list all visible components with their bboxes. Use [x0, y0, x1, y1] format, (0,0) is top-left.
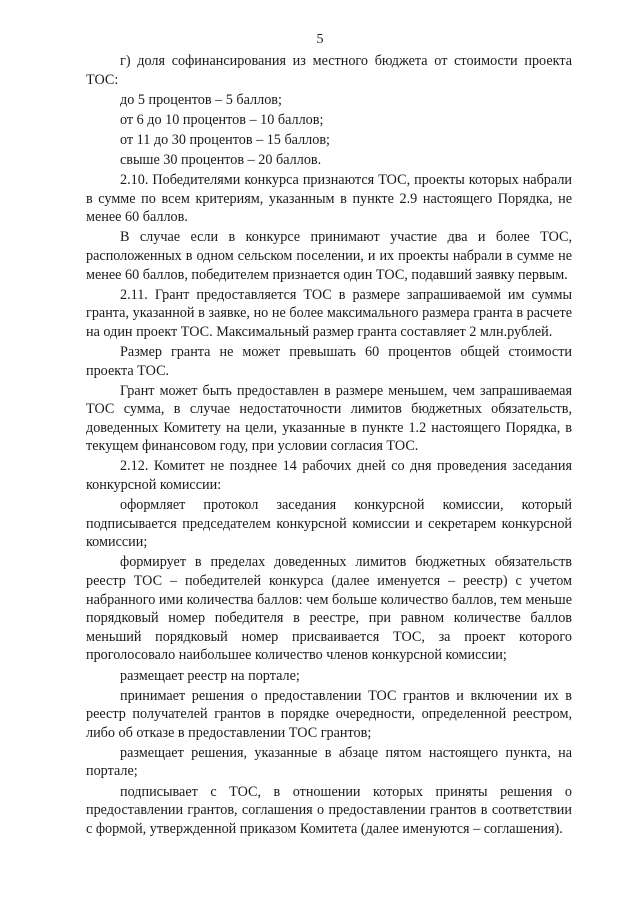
- paragraph: Грант может быть предоставлен в размере меньшем, чем запрашиваемая ТОС сумма, в случае недостаточности лимитов бюджетных обязательств, доведенных Комитету на цели, указанные в пункте 1.2 настоящего Порядка, в текущем финансовом году, при условии согласия ТОС.: [86, 382, 572, 455]
- paragraph: оформляет протокол заседания конкурсной комиссии, который подписывается председателем конкурсной комиссии и секретарем конкурсной комиссии;: [86, 497, 572, 551]
- score-item: свыше 30 процентов – 20 баллов.: [120, 151, 322, 168]
- paragraph: размещает реестр на портале;: [120, 667, 300, 684]
- score-item: до 5 процентов – 5 баллов;: [120, 91, 282, 108]
- paragraph: В случае если в конкурсе принимают участие два и более ТОС, расположенных в одном сельском поселении, и их проекты набрали в сумме не менее 60 баллов, победителем признается один ТОС, подавший заявку первым.: [86, 229, 572, 283]
- score-item: от 11 до 30 процентов – 15 баллов;: [120, 131, 330, 148]
- score-item: от 6 до 10 процентов – 10 баллов;: [120, 111, 324, 128]
- paragraph: подписывает с ТОС, в отношении которых приняты решения о предоставлении грантов, соглашения о предоставлении грантов в соответствии с формой, утвержденной приказом Комитета (далее именуются – соглашения).: [86, 783, 572, 837]
- page-number: 5: [316, 32, 324, 47]
- criterion-cofinancing: г) доля софинансирования из местного бюджета от стоимости проекта ТОС:: [86, 53, 572, 88]
- paragraph: принимает решения о предоставлении ТОС грантов и включении их в реестр получателей грантов в порядке очередности, определенной реестром, либо об отказе в предоставлении ТОС грантов;: [86, 687, 572, 741]
- document-body: [86, 52, 572, 840]
- clause-2-11: 2.11. Грант предоставляется ТОС в размере запрашиваемой им суммы гранта, указанной в заявке, но не более максимального размера гранта в расчете на один проект ТОС. Максимальный размер гранта составляет 2 млн.рублей.: [86, 286, 572, 340]
- paragraph: формирует в пределах доведенных лимитов бюджетных обязательств реестр ТОС – победителей конкурса (далее именуется – реестр) с учетом набранного ими количества баллов: чем больше количество баллов, тем меньше порядковый номер победителя в реестре, при равном количестве баллов меньший порядковый номер присваивается ТОС, за проект которого проголосовало наибольшее количество членов конкурсной комиссии;: [86, 554, 573, 664]
- paragraph: размещает решения, указанные в абзаце пятом настоящего пункта, на портале;: [86, 744, 572, 780]
- clause-2-12: 2.12. Комитет не позднее 14 рабочих дней со дня проведения заседания конкурсной комиссии:: [86, 458, 572, 494]
- clause-2-10: 2.10. Победителями конкурса признаются ТОС, проекты которых набрали в сумме по всем критериям, указанным в пункте 2.9 настоящего Порядка, не менее 60 баллов.: [86, 172, 572, 226]
- paragraph: Размер гранта не может превышать 60 процентов общей стоимости проекта ТОС.: [86, 343, 572, 379]
